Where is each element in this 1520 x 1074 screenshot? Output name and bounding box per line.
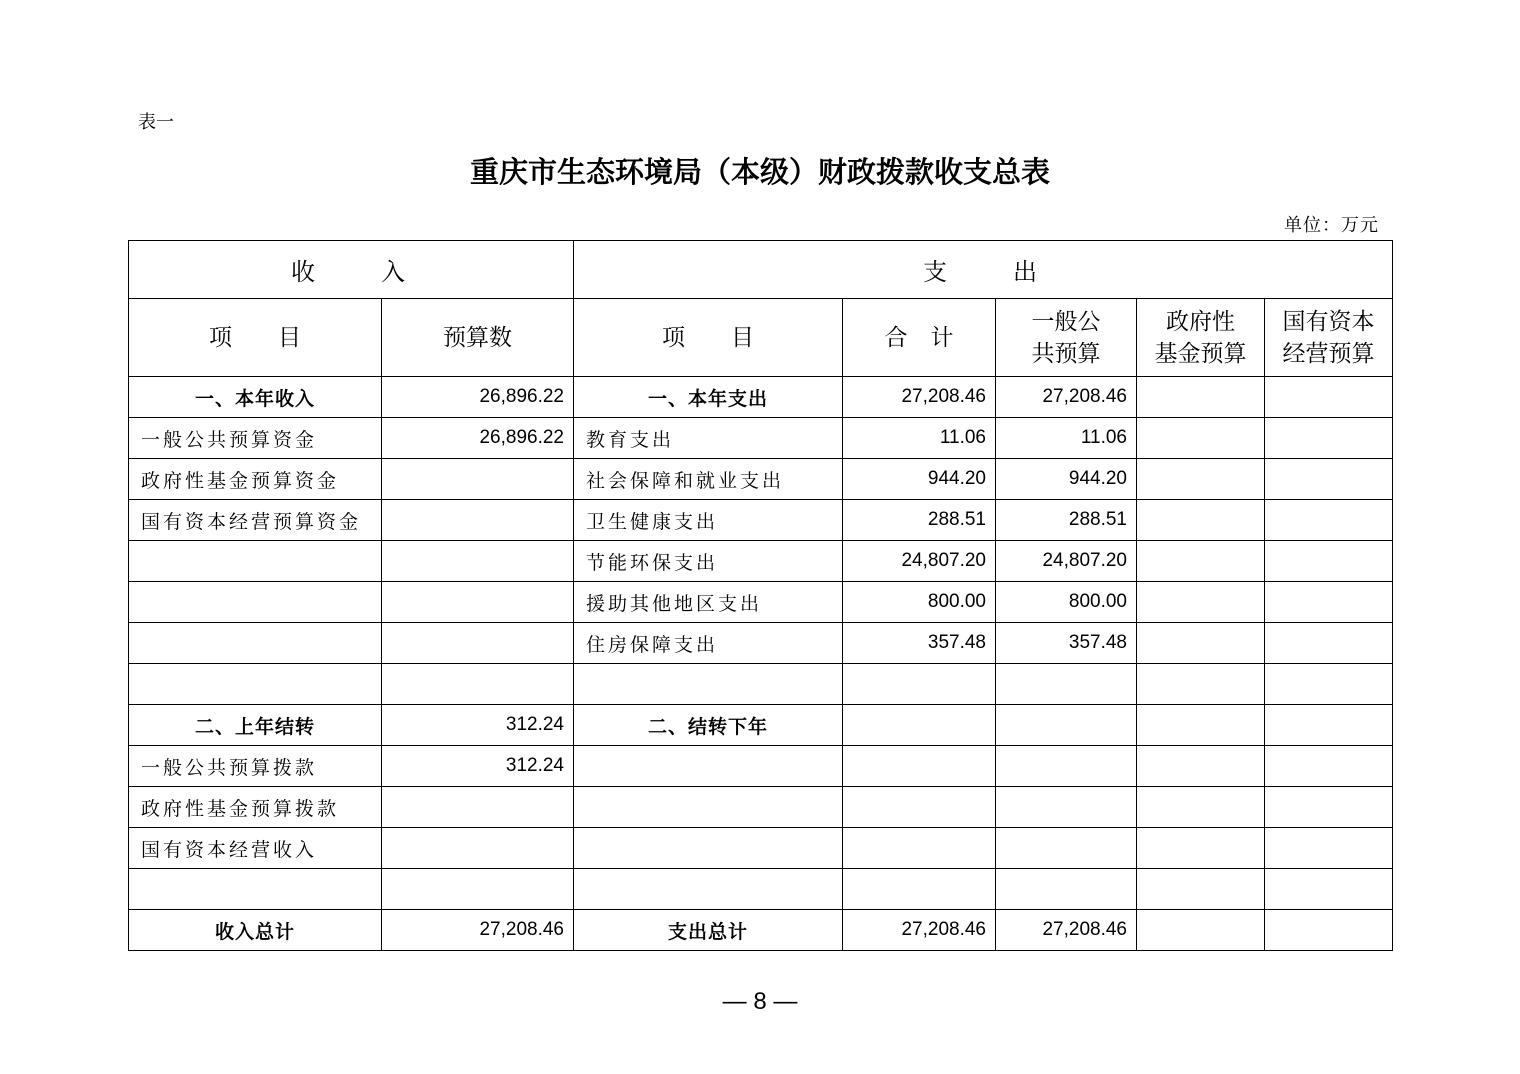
cell-state-capital bbox=[1265, 582, 1393, 623]
budget-header: 预算数 bbox=[382, 299, 574, 377]
cell-budget: 26,896.22 bbox=[382, 377, 574, 418]
table-row bbox=[129, 418, 1393, 459]
cell-total bbox=[843, 828, 996, 869]
cell-income-item: 二、上年结转 bbox=[129, 705, 382, 746]
cell-expense-item: 一、本年支出 bbox=[574, 377, 843, 418]
header-row-group bbox=[129, 241, 1393, 299]
cell-gov-fund bbox=[1137, 787, 1265, 828]
cell-general: 288.51 bbox=[996, 500, 1137, 541]
cell-gov-fund bbox=[1137, 418, 1265, 459]
cell-income-item bbox=[129, 623, 382, 664]
cell-total bbox=[843, 869, 996, 910]
cell-income-item: 国有资本经营预算资金 bbox=[129, 500, 382, 541]
cell-expense-item bbox=[574, 869, 843, 910]
cell-budget: 26,896.22 bbox=[382, 418, 574, 459]
cell-gov-fund bbox=[1137, 377, 1265, 418]
cell-state-capital bbox=[1265, 787, 1393, 828]
cell-state-capital bbox=[1265, 664, 1393, 705]
cell-expense-item: 二、结转下年 bbox=[574, 705, 843, 746]
cell-budget bbox=[382, 664, 574, 705]
cell-state-capital bbox=[1265, 746, 1393, 787]
cell-income-item: 政府性基金预算资金 bbox=[129, 459, 382, 500]
cell-income-item: 一般公共预算拨款 bbox=[129, 746, 382, 787]
cell-expense-item: 社会保障和就业支出 bbox=[574, 459, 843, 500]
state-capital-header-line1: 国有资本 bbox=[1282, 308, 1375, 335]
cell-expense-item: 援助其他地区支出 bbox=[574, 582, 843, 623]
cell-budget bbox=[382, 582, 574, 623]
cell-total: 27,208.46 bbox=[843, 910, 996, 951]
table-row bbox=[129, 459, 1393, 500]
gov-fund-header-line2: 基金预算 bbox=[1154, 340, 1247, 367]
expense-item-header: 项 目 bbox=[574, 299, 843, 377]
table-row bbox=[129, 910, 1393, 951]
cell-total: 24,807.20 bbox=[843, 541, 996, 582]
cell-income-item bbox=[129, 869, 382, 910]
header-row-columns bbox=[129, 299, 1393, 377]
cell-budget bbox=[382, 787, 574, 828]
cell-budget bbox=[382, 828, 574, 869]
gov-fund-header-line1: 政府性 bbox=[1166, 308, 1235, 335]
cell-gov-fund bbox=[1137, 869, 1265, 910]
cell-general: 357.48 bbox=[996, 623, 1137, 664]
cell-total bbox=[843, 705, 996, 746]
cell-state-capital bbox=[1265, 910, 1393, 951]
cell-income-item: 国有资本经营收入 bbox=[129, 828, 382, 869]
cell-expense-item: 支出总计 bbox=[574, 910, 843, 951]
cell-budget bbox=[382, 541, 574, 582]
cell-state-capital bbox=[1265, 418, 1393, 459]
budget-table bbox=[128, 240, 1393, 951]
total-header: 合 计 bbox=[843, 299, 996, 377]
cell-general bbox=[996, 787, 1137, 828]
table-row bbox=[129, 500, 1393, 541]
table-row bbox=[129, 541, 1393, 582]
cell-general bbox=[996, 664, 1137, 705]
cell-state-capital bbox=[1265, 623, 1393, 664]
cell-budget bbox=[382, 459, 574, 500]
state-capital-header-line2: 经营预算 bbox=[1282, 340, 1375, 367]
cell-gov-fund bbox=[1137, 623, 1265, 664]
table-row bbox=[129, 664, 1393, 705]
cell-expense-item: 教育支出 bbox=[574, 418, 843, 459]
cell-total bbox=[843, 664, 996, 705]
cell-state-capital bbox=[1265, 828, 1393, 869]
unit-label: 单位：万元 bbox=[1284, 215, 1379, 236]
cell-budget: 312.24 bbox=[382, 746, 574, 787]
table-row bbox=[129, 828, 1393, 869]
income-item-header: 项 目 bbox=[129, 299, 382, 377]
table-row bbox=[129, 377, 1393, 418]
state-capital-header bbox=[1265, 299, 1393, 377]
cell-expense-item: 节能环保支出 bbox=[574, 541, 843, 582]
cell-income-item: 收入总计 bbox=[129, 910, 382, 951]
cell-state-capital bbox=[1265, 541, 1393, 582]
page-number: — 8 — bbox=[722, 988, 798, 1015]
cell-general bbox=[996, 828, 1137, 869]
cell-budget bbox=[382, 500, 574, 541]
cell-general: 944.20 bbox=[996, 459, 1137, 500]
cell-gov-fund bbox=[1137, 582, 1265, 623]
cell-state-capital bbox=[1265, 459, 1393, 500]
cell-total: 27,208.46 bbox=[843, 377, 996, 418]
cell-income-item bbox=[129, 664, 382, 705]
general-header-line1: 一般公 bbox=[1031, 308, 1101, 335]
cell-total: 800.00 bbox=[843, 582, 996, 623]
cell-general: 800.00 bbox=[996, 582, 1137, 623]
table-row bbox=[129, 869, 1393, 910]
cell-general bbox=[996, 705, 1137, 746]
cell-gov-fund bbox=[1137, 541, 1265, 582]
cell-state-capital bbox=[1265, 500, 1393, 541]
cell-expense-item: 卫生健康支出 bbox=[574, 500, 843, 541]
cell-total bbox=[843, 787, 996, 828]
table-label: 表一 bbox=[138, 112, 174, 133]
cell-general: 27,208.46 bbox=[996, 910, 1137, 951]
cell-total: 11.06 bbox=[843, 418, 996, 459]
cell-budget bbox=[382, 623, 574, 664]
cell-gov-fund bbox=[1137, 500, 1265, 541]
gov-fund-header bbox=[1137, 299, 1265, 377]
cell-general: 24,807.20 bbox=[996, 541, 1137, 582]
table-row bbox=[129, 746, 1393, 787]
table-row bbox=[129, 705, 1393, 746]
general-header-line2: 共预算 bbox=[1031, 340, 1101, 367]
cell-income-item bbox=[129, 541, 382, 582]
cell-state-capital bbox=[1265, 869, 1393, 910]
cell-total: 944.20 bbox=[843, 459, 996, 500]
table-row bbox=[129, 623, 1393, 664]
cell-expense-item bbox=[574, 787, 843, 828]
general-budget-header bbox=[996, 299, 1137, 377]
cell-total: 357.48 bbox=[843, 623, 996, 664]
table-row bbox=[129, 582, 1393, 623]
cell-gov-fund bbox=[1137, 459, 1265, 500]
cell-state-capital bbox=[1265, 377, 1393, 418]
table-row bbox=[129, 787, 1393, 828]
cell-general: 11.06 bbox=[996, 418, 1137, 459]
cell-income-item: 一、本年收入 bbox=[129, 377, 382, 418]
cell-expense-item bbox=[574, 664, 843, 705]
cell-expense-item bbox=[574, 828, 843, 869]
cell-gov-fund bbox=[1137, 910, 1265, 951]
cell-expense-item: 住房保障支出 bbox=[574, 623, 843, 664]
cell-gov-fund bbox=[1137, 705, 1265, 746]
cell-general: 27,208.46 bbox=[996, 377, 1137, 418]
page-title: 重庆市生态环境局（本级）财政拨款收支总表 bbox=[469, 155, 1050, 189]
cell-budget bbox=[382, 869, 574, 910]
cell-general bbox=[996, 869, 1137, 910]
cell-state-capital bbox=[1265, 705, 1393, 746]
cell-income-item: 一般公共预算资金 bbox=[129, 418, 382, 459]
cell-gov-fund bbox=[1137, 664, 1265, 705]
income-header: 收 入 bbox=[129, 241, 574, 299]
cell-budget: 312.24 bbox=[382, 705, 574, 746]
cell-general bbox=[996, 746, 1137, 787]
cell-gov-fund bbox=[1137, 828, 1265, 869]
cell-total bbox=[843, 746, 996, 787]
cell-budget: 27,208.46 bbox=[382, 910, 574, 951]
table-body bbox=[129, 377, 1393, 951]
cell-total: 288.51 bbox=[843, 500, 996, 541]
cell-income-item: 政府性基金预算拨款 bbox=[129, 787, 382, 828]
expense-header: 支 出 bbox=[574, 241, 1393, 299]
cell-gov-fund bbox=[1137, 746, 1265, 787]
cell-income-item bbox=[129, 582, 382, 623]
cell-expense-item bbox=[574, 746, 843, 787]
